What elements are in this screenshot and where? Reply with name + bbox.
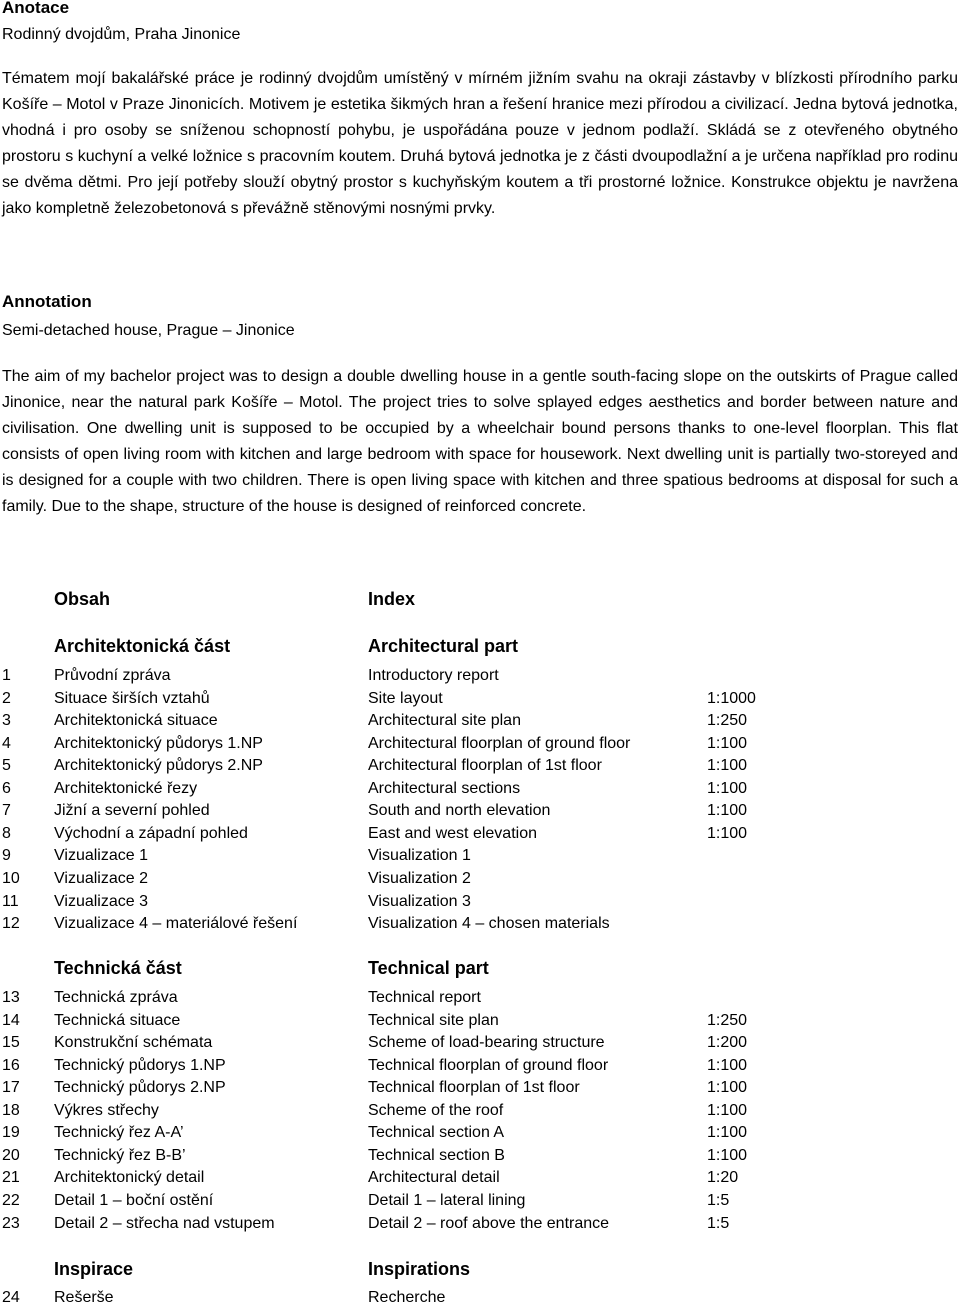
technical-head-en: Technical part — [368, 958, 489, 978]
row-title-cz: Technický řez A-A’ — [54, 1124, 184, 1142]
index-row — [0, 845, 960, 867]
row-title-cz: Jižní a severní pohled — [54, 802, 210, 820]
index-row — [0, 987, 960, 1009]
row-title-cz: Vizualizace 2 — [54, 869, 148, 887]
row-title-cz: Rešerše — [54, 1289, 114, 1306]
row-title-en: Visualization 3 — [368, 892, 471, 910]
row-title-en: Architectural site plan — [368, 712, 521, 730]
row-number: 3 — [2, 712, 11, 730]
row-number: 18 — [2, 1101, 20, 1119]
index-row — [0, 1100, 960, 1122]
architectural-head-cz: Architektonická část — [54, 636, 231, 656]
annotation-title: Annotation — [2, 292, 92, 311]
row-title-en: Detail 1 – lateral lining — [368, 1191, 526, 1209]
index-row — [0, 1032, 960, 1054]
index-row — [0, 1122, 960, 1144]
row-title-cz: Technická zpráva — [54, 989, 178, 1006]
index-head-en: Index — [368, 589, 416, 609]
row-title-en: Technical floorplan of 1st floor — [368, 1079, 580, 1097]
row-number: 21 — [2, 1169, 20, 1187]
row-title-en: Technical section B — [368, 1146, 505, 1164]
row-title-en: Technical site plan — [368, 1011, 499, 1029]
row-scale: 1:100 — [707, 1146, 748, 1164]
row-number: 6 — [2, 779, 11, 797]
row-title-en: Scheme of the roof — [368, 1101, 504, 1119]
anotace-text: Tématem mojí bakalářské práce je rodinný dvojdům umístěný v mírném jižním svahu na okraji zástavby v blízkosti přírodního parku Košíře – Motol v Praze Jinonicích. Motivem je estetika šikmých hran a řešení hranice mezi přírodou a civilizací. Jedna bytová jednotka, vhodná i pro osoby se sníženou schopností pohybu, je uspořádána pouze v jednom podlaží. Skládá se z otevřeného obytného prostoru s kuchyní a velké ložnice s pracovním koutem. Druhá bytová jednotka je z části dvoupodlažní a je určena například pro rodinu se dvěma dětmi. Pro její potřeby slouží obytný prostor s kuchyňským koutem a tři prostorné ložnice. Konstrukce objektu je navržena jako kompletně železobetonová s převážně stěnovými nosnými prvky. — [2, 70, 958, 217]
row-title-cz: Technický řez B-B’ — [54, 1146, 186, 1164]
row-scale: 1:100 — [707, 802, 748, 820]
index-row — [0, 1077, 960, 1099]
row-title-en: Architectural sections — [368, 779, 521, 797]
index-row — [0, 778, 960, 800]
row-number: 24 — [2, 1289, 20, 1306]
row-title-cz: Architektonický půdorys 2.NP — [54, 757, 263, 775]
row-number: 4 — [2, 734, 11, 752]
row-title-en: Technical report — [368, 989, 481, 1006]
row-number: 16 — [2, 1056, 20, 1074]
inspiration-head-cz: Inspirace — [54, 1259, 134, 1279]
row-title-cz: Detail 2 – střecha nad vstupem — [54, 1214, 275, 1232]
index-row — [0, 710, 960, 732]
index-row — [0, 891, 960, 913]
row-number: 12 — [2, 915, 20, 933]
row-title-cz: Technický půdorys 1.NP — [54, 1056, 226, 1074]
row-number: 19 — [2, 1124, 20, 1142]
row-number: 7 — [2, 802, 11, 820]
index-row — [0, 665, 960, 687]
row-title-cz: Architektonický půdorys 1.NP — [54, 734, 263, 752]
row-scale: 1:5 — [707, 1191, 730, 1209]
index-row — [0, 1167, 960, 1189]
row-number: 10 — [2, 869, 20, 887]
row-number: 13 — [2, 989, 20, 1006]
row-number: 11 — [2, 892, 19, 910]
row-number: 5 — [2, 757, 11, 775]
index-row — [0, 913, 960, 935]
row-title-en: Scheme of load-bearing structure — [368, 1034, 605, 1052]
row-title-cz: Vizualizace 4 – materiálové řešení — [54, 915, 298, 933]
row-title-en: South and north elevation — [368, 802, 551, 820]
row-title-cz: Architektonický detail — [54, 1169, 205, 1187]
row-scale: 1:100 — [707, 757, 748, 775]
row-scale: 1:100 — [707, 1101, 748, 1119]
row-title-en: Technical floorplan of ground floor — [368, 1056, 609, 1074]
index-row — [0, 868, 960, 890]
annotation-subtitle: Semi-detached house, Prague – Jinonice — [2, 322, 295, 339]
row-title-en: Introductory report — [368, 667, 499, 684]
architectural-head-en: Architectural part — [368, 636, 519, 656]
row-scale: 1:5 — [707, 1214, 730, 1232]
row-number: 9 — [2, 847, 11, 865]
index-head-cz: Obsah — [54, 589, 111, 609]
row-title-cz: Výkres střechy — [54, 1101, 159, 1119]
row-number: 15 — [2, 1034, 20, 1052]
row-title-cz: Detail 1 – boční ostění — [54, 1191, 214, 1209]
row-title-cz: Technický půdorys 2.NP — [54, 1079, 226, 1097]
index-row — [0, 1055, 960, 1077]
row-title-cz: Technická situace — [54, 1011, 181, 1029]
inspiration-head-en: Inspirations — [368, 1259, 471, 1279]
row-title-en: Detail 2 – roof above the entrance — [368, 1214, 610, 1232]
row-title-cz: Konstrukční schémata — [54, 1034, 213, 1052]
row-title-en: Architectural detail — [368, 1169, 500, 1187]
row-scale: 1:100 — [707, 779, 748, 797]
row-title-cz: Situace širších vztahů — [54, 689, 210, 707]
row-scale: 1:250 — [707, 1011, 748, 1029]
row-scale: 1:200 — [707, 1034, 748, 1052]
index-row — [0, 1213, 960, 1235]
row-title-cz: Vizualizace 1 — [54, 847, 148, 865]
technical-head-cz: Technická část — [54, 958, 182, 978]
index-row — [0, 755, 960, 777]
row-title-en: Visualization 2 — [368, 869, 471, 887]
row-title-en: Recherche — [368, 1289, 446, 1306]
index-row — [0, 688, 960, 710]
row-title-en: Visualization 1 — [368, 847, 471, 865]
row-number: 20 — [2, 1146, 20, 1164]
row-scale: 1:100 — [707, 1124, 748, 1142]
row-number: 23 — [2, 1214, 20, 1232]
row-number: 17 — [2, 1079, 20, 1097]
row-title-en: Visualization 4 – chosen materials — [368, 915, 610, 933]
row-scale: 1:20 — [707, 1169, 739, 1187]
row-title-cz: Vizualizace 3 — [54, 892, 148, 910]
row-scale: 1:100 — [707, 1079, 748, 1097]
row-title-cz: Průvodní zpráva — [54, 667, 171, 684]
row-number: 2 — [2, 689, 11, 707]
row-title-en: Architectural floorplan of 1st floor — [368, 757, 602, 775]
row-scale: 1:100 — [707, 1056, 748, 1074]
row-title-cz: Architektonické řezy — [54, 779, 198, 797]
row-number: 22 — [2, 1191, 20, 1209]
index-row — [0, 1190, 960, 1212]
index-row — [0, 800, 960, 822]
row-scale: 1:250 — [707, 712, 748, 730]
row-scale: 1:100 — [707, 824, 748, 842]
index-row — [0, 823, 960, 845]
row-title-en: Technical section A — [368, 1124, 505, 1142]
row-title-en: Architectural floorplan of ground floor — [368, 734, 631, 752]
index-row — [0, 1010, 960, 1032]
row-title-cz: Architektonická situace — [54, 712, 218, 730]
index-row — [0, 1145, 960, 1167]
anotace-subtitle: Rodinný dvojdům, Praha Jinonice — [2, 26, 241, 43]
row-scale: 1:100 — [707, 734, 748, 752]
row-scale: 1:1000 — [707, 689, 756, 707]
index-row — [0, 733, 960, 755]
anotace-title: Anotace — [2, 0, 70, 17]
row-title-cz: Východní a západní pohled — [54, 824, 248, 842]
row-number: 8 — [2, 824, 11, 842]
row-title-en: Site layout — [368, 689, 443, 707]
index-row — [0, 1287, 960, 1309]
row-number: 1 — [2, 667, 11, 684]
annotation-text: The aim of my bachelor project was to design a double dwelling house in a gentle south-facing slope on the outskirts of Prague called Jinonice, near the natural park Košíře – Motol. The project tries to solve splayed edges aesthetics and border between nature and civilisation. One dwelling unit is supposed to be occupied by a wheelchair bound persons thanks to one-level floorplan. This flat consists of open living room with kitchen and large bedroom with space for housework. Next dwelling unit is partially two-storeyed and is designed for a couple with two children. There is open living space with kitchen and three spatious bedrooms at disposal for such a family. Due to the shape, structure of the house is designed of reinforced concrete. — [2, 368, 958, 515]
row-number: 14 — [2, 1011, 20, 1029]
row-title-en: East and west elevation — [368, 824, 537, 842]
